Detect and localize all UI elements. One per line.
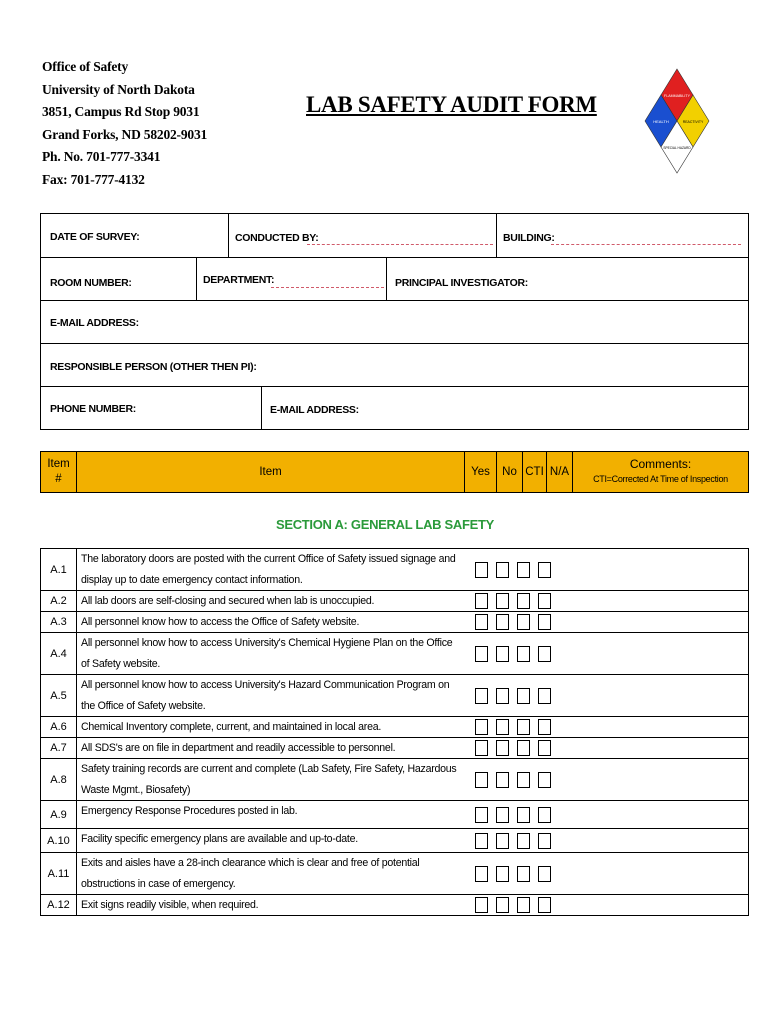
row-text: Emergency Response Procedures posted in lab. bbox=[81, 805, 298, 817]
office-line: Office of Safety bbox=[42, 59, 129, 74]
cti-checkbox[interactable] bbox=[517, 807, 530, 823]
row-number: A.3 bbox=[41, 612, 77, 632]
section-a-table bbox=[40, 548, 749, 916]
row-number: A.5 bbox=[41, 675, 77, 716]
flammability-label: FLAMMABILITY bbox=[664, 94, 690, 98]
table-row bbox=[41, 829, 748, 853]
na-checkbox[interactable] bbox=[538, 897, 551, 913]
na-checkbox[interactable] bbox=[538, 688, 551, 704]
na-checkbox[interactable] bbox=[538, 833, 551, 849]
header-yes: Yes bbox=[465, 452, 497, 492]
nfpa-diamond-icon bbox=[644, 68, 710, 174]
header-item-number: Item # bbox=[41, 452, 77, 492]
special-label: SPECIAL HAZARD bbox=[663, 146, 691, 150]
no-checkbox[interactable] bbox=[496, 897, 509, 913]
office-line: Grand Forks, ND 58202-9031 bbox=[42, 126, 208, 142]
row-text: All personnel know how to access University's Hazard Communication Program on the Office of Safety website. bbox=[81, 679, 450, 712]
na-checkbox[interactable] bbox=[538, 593, 551, 609]
row-text: Facility specific emergency plans are available and up-to-date. bbox=[81, 833, 358, 845]
office-line: Ph. No. 701-777-3341 bbox=[42, 149, 161, 164]
comment-cell[interactable] bbox=[573, 829, 748, 852]
table-row bbox=[41, 801, 748, 829]
row-number: A.10 bbox=[41, 829, 77, 852]
office-line: Fax: 701-777-4132 bbox=[42, 171, 145, 187]
row-text: All SDS's are on file in department and readily accessible to personnel. bbox=[81, 742, 396, 754]
no-checkbox[interactable] bbox=[496, 614, 509, 630]
na-checkbox[interactable] bbox=[538, 740, 551, 756]
comment-cell[interactable] bbox=[573, 591, 748, 611]
row-text: Safety training records are current and complete (Lab Safety, Fire Safety, Hazardous Waste Mgmt., Biosafety) bbox=[81, 763, 457, 796]
no-checkbox[interactable] bbox=[496, 740, 509, 756]
row-text: Exits and aisles have a 28-inch clearance which is clear and free of potential obstructions in case of emergency. bbox=[81, 857, 420, 890]
cti-checkbox[interactable] bbox=[517, 562, 530, 578]
row-text: All personnel know how to access University's Chemical Hygiene Plan on the Office of Safety website. bbox=[81, 637, 453, 670]
building-field[interactable] bbox=[551, 244, 741, 245]
yes-checkbox[interactable] bbox=[475, 562, 488, 578]
department-field[interactable] bbox=[271, 287, 384, 288]
table-row bbox=[41, 717, 748, 738]
table-row bbox=[41, 549, 748, 591]
row-text: Chemical Inventory complete, current, and maintained in local area. bbox=[81, 721, 382, 733]
table-row bbox=[41, 738, 748, 759]
na-checkbox[interactable] bbox=[538, 562, 551, 578]
row-text: All personnel know how to access the Office of Safety website. bbox=[81, 616, 360, 628]
row-number: A.11 bbox=[41, 853, 77, 894]
cti-checkbox[interactable] bbox=[517, 593, 530, 609]
yes-checkbox[interactable] bbox=[475, 688, 488, 704]
header-comments-label: Comments: bbox=[629, 457, 692, 471]
yes-checkbox[interactable] bbox=[475, 614, 488, 630]
yes-checkbox[interactable] bbox=[475, 719, 488, 735]
phone-number-label: PHONE NUMBER: bbox=[50, 403, 136, 415]
row-text: All lab doors are self-closing and secured when lab is unoccupied. bbox=[81, 595, 375, 607]
row-number: A.8 bbox=[41, 759, 77, 800]
comment-cell[interactable] bbox=[573, 759, 748, 800]
table-header bbox=[40, 451, 749, 493]
header-item: Item bbox=[77, 452, 465, 492]
yes-checkbox[interactable] bbox=[475, 897, 488, 913]
row-number: A.9 bbox=[41, 801, 77, 828]
row-number: A.12 bbox=[41, 895, 77, 915]
row-number: A.2 bbox=[41, 591, 77, 611]
header-cti-note: CTI=Corrected At Time of Inspection bbox=[593, 474, 728, 484]
comment-cell[interactable] bbox=[573, 549, 748, 590]
comment-cell[interactable] bbox=[573, 633, 748, 674]
table-row bbox=[41, 895, 748, 916]
na-checkbox[interactable] bbox=[538, 807, 551, 823]
section-a-title: SECTION A: GENERAL LAB SAFETY bbox=[275, 517, 495, 532]
cti-checkbox[interactable] bbox=[517, 866, 530, 882]
responsible-person-label: RESPONSIBLE PERSON (OTHER THEN PI): bbox=[50, 361, 257, 373]
header-comments bbox=[573, 452, 748, 492]
na-checkbox[interactable] bbox=[538, 866, 551, 882]
cti-checkbox[interactable] bbox=[517, 646, 530, 662]
na-checkbox[interactable] bbox=[538, 772, 551, 788]
yes-checkbox[interactable] bbox=[475, 772, 488, 788]
no-checkbox[interactable] bbox=[496, 807, 509, 823]
office-line: 3851, Campus Rd Stop 9031 bbox=[42, 104, 200, 119]
comment-cell[interactable] bbox=[573, 853, 748, 894]
date-of-survey-label: DATE OF SURVEY: bbox=[50, 231, 140, 243]
row-text: Exit signs readily visible, when required. bbox=[81, 899, 259, 911]
no-checkbox[interactable] bbox=[496, 688, 509, 704]
row-number: A.4 bbox=[41, 633, 77, 674]
comment-cell[interactable] bbox=[573, 612, 748, 632]
survey-info-box bbox=[40, 213, 749, 430]
row-text: The laboratory doors are posted with the current Office of Safety issued signage and display up to date emergency contact information. bbox=[81, 553, 456, 586]
department-label: DEPARTMENT: bbox=[203, 274, 275, 286]
office-address bbox=[42, 56, 207, 191]
header-cti: CTI bbox=[523, 452, 547, 492]
header-na: N/A bbox=[547, 452, 573, 492]
conducted-by-field[interactable] bbox=[307, 244, 493, 245]
yes-checkbox[interactable] bbox=[475, 807, 488, 823]
na-checkbox[interactable] bbox=[538, 646, 551, 662]
no-checkbox[interactable] bbox=[496, 593, 509, 609]
cti-checkbox[interactable] bbox=[517, 772, 530, 788]
no-checkbox[interactable] bbox=[496, 646, 509, 662]
conducted-by-label: CONDUCTED BY: bbox=[235, 232, 319, 244]
row-number: A.1 bbox=[41, 549, 77, 590]
yes-checkbox[interactable] bbox=[475, 740, 488, 756]
header-no: No bbox=[497, 452, 523, 492]
no-checkbox[interactable] bbox=[496, 772, 509, 788]
table-row bbox=[41, 633, 748, 675]
no-checkbox[interactable] bbox=[496, 833, 509, 849]
comment-cell[interactable] bbox=[573, 738, 748, 758]
building-label: BUILDING: bbox=[503, 232, 555, 244]
cti-checkbox[interactable] bbox=[517, 833, 530, 849]
comment-cell[interactable] bbox=[573, 717, 748, 737]
email-address-label: E-MAIL ADDRESS: bbox=[50, 317, 139, 329]
row-number: A.7 bbox=[41, 738, 77, 758]
yes-checkbox[interactable] bbox=[475, 593, 488, 609]
comment-cell[interactable] bbox=[573, 801, 748, 828]
table-row bbox=[41, 612, 748, 633]
comment-cell[interactable] bbox=[573, 675, 748, 716]
cti-checkbox[interactable] bbox=[517, 740, 530, 756]
table-row bbox=[41, 759, 748, 801]
page-title: LAB SAFETY AUDIT FORM bbox=[306, 92, 597, 117]
na-checkbox[interactable] bbox=[538, 614, 551, 630]
row-number: A.6 bbox=[41, 717, 77, 737]
cti-checkbox[interactable] bbox=[517, 897, 530, 913]
no-checkbox[interactable] bbox=[496, 562, 509, 578]
reactivity-label: REACTIVITY bbox=[682, 120, 704, 124]
table-row bbox=[41, 675, 748, 717]
comment-cell[interactable] bbox=[573, 895, 748, 915]
email-address-2-label: E-MAIL ADDRESS: bbox=[270, 404, 359, 416]
principal-investigator-label: PRINCIPAL INVESTIGATOR: bbox=[395, 277, 528, 289]
room-number-label: ROOM NUMBER: bbox=[50, 277, 132, 289]
health-label: HEALTH bbox=[653, 119, 669, 124]
no-checkbox[interactable] bbox=[496, 719, 509, 735]
office-line: University of North Dakota bbox=[42, 81, 195, 97]
no-checkbox[interactable] bbox=[496, 866, 509, 882]
cti-checkbox[interactable] bbox=[517, 719, 530, 735]
table-row bbox=[41, 591, 748, 612]
cti-checkbox[interactable] bbox=[517, 688, 530, 704]
yes-checkbox[interactable] bbox=[475, 833, 488, 849]
na-checkbox[interactable] bbox=[538, 719, 551, 735]
yes-checkbox[interactable] bbox=[475, 646, 488, 662]
yes-checkbox[interactable] bbox=[475, 866, 488, 882]
cti-checkbox[interactable] bbox=[517, 614, 530, 630]
table-row bbox=[41, 853, 748, 895]
